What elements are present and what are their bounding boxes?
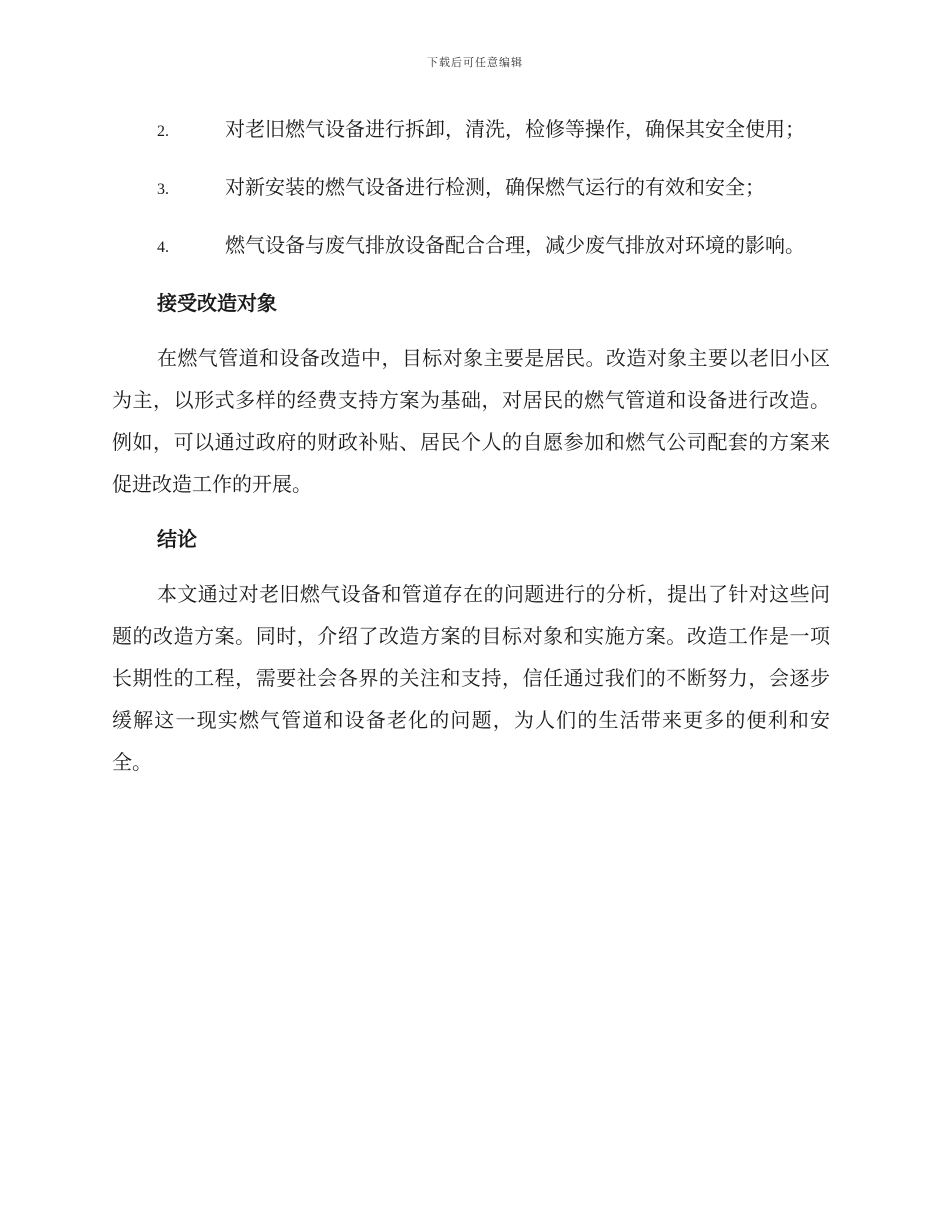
list-text: 对老旧燃气设备进行拆卸，清洗，检修等操作，确保其安全使用；: [225, 117, 805, 141]
page-header: 下载后可任意编辑: [427, 56, 523, 69]
document-body: [112, 108, 830, 796]
list-item-4: [112, 224, 830, 269]
list-item-2: [112, 108, 830, 153]
list-number: 3.: [157, 181, 169, 198]
section-paragraph-conclusion: 本文通过对老旧燃气设备和管道存在的问题进行的分析，提出了针对这些问题的改造方案。同时，介绍了改造方案的目标对象和实施方案。改造工作是一项长期性的工程，需要社会各界的关注和支持，信任通过我们的不断努力，会逐步缓解这一现实燃气管道和设备老化的问题，为人们的生活带来更多的便利和安全。: [112, 582, 830, 774]
list-text: 燃气设备与废气排放设备配合合理，减少废气排放对环境的影响。: [225, 233, 805, 257]
section-heading-target: 接受改造对象: [157, 291, 277, 315]
list-text: 对新安装的燃气设备进行检测，确保燃气运行的有效和安全；: [225, 175, 765, 199]
list-number: 4.: [157, 239, 169, 256]
list-item-3: [112, 166, 830, 211]
list-number: 2.: [157, 123, 169, 140]
section-heading-conclusion: 结论: [157, 527, 197, 551]
section-paragraph-target: 在燃气管道和设备改造中，目标对象主要是居民。改造对象主要以老旧小区为主，以形式多样的经费支持方案为基础，对居民的燃气管道和设备进行改造。例如，可以通过政府的财政补贴、居民个人的自愿参加和燃气公司配套的方案来促进改造工作的开展。: [112, 346, 830, 496]
